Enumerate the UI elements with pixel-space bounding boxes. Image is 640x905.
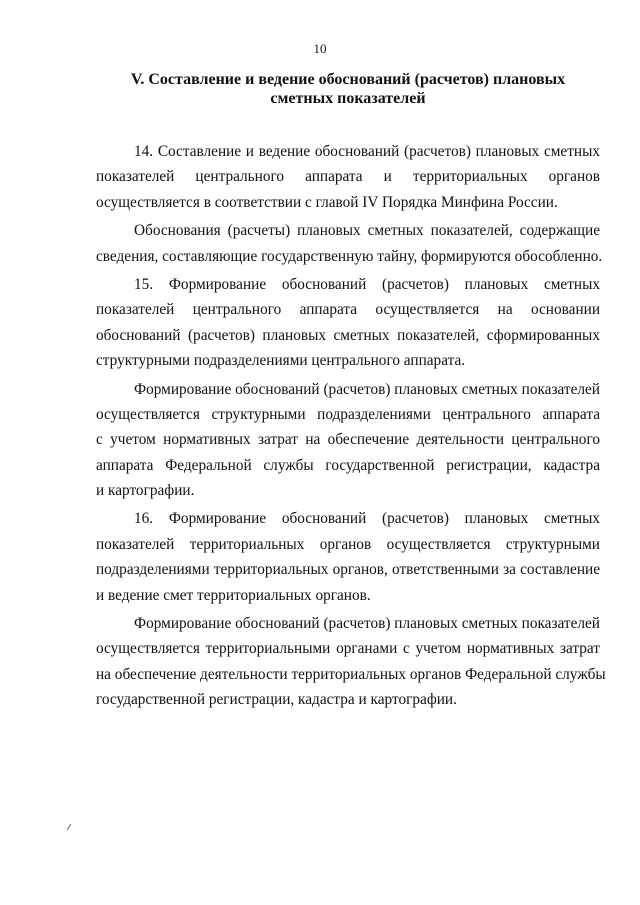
text-line: 14. Составление и ведение обоснований (расчетов) плановых сметных xyxy=(134,143,600,160)
text-line: подразделениями территориальных органов, ответственными за составление xyxy=(96,561,600,579)
text-line: структурными подразделениями центрального аппарата. xyxy=(96,352,466,370)
text-line: Формирование обоснований (расчетов) плановых сметных показателей xyxy=(134,615,600,633)
text-line: показателей территориальных органов осуществляется структурными xyxy=(96,535,600,553)
section-title xyxy=(96,70,600,108)
text-line: осуществляется территориальными органами с учетом нормативных затрат xyxy=(96,640,600,658)
scan-artifact-mark xyxy=(66,823,72,831)
text-line: 15. Формирование обоснований (расчетов) плановых сметных xyxy=(134,275,600,293)
document-body xyxy=(96,139,606,713)
text-line: аппарата Федеральной службы государственной регистрации, кадастра xyxy=(96,456,600,474)
paragraph-item-16 xyxy=(96,506,600,608)
text-line: осуществляется в соответствии с главой IV Порядка Минфина России. xyxy=(96,193,558,211)
paragraph-item-15 xyxy=(96,272,600,374)
text-line: обоснований (расчетов) плановых сметных показателей, сформированных xyxy=(96,326,600,344)
text-line: 16. Формирование обоснований (расчетов) плановых сметных xyxy=(134,510,600,528)
paragraph-territorial-organs xyxy=(96,611,606,713)
text-line: Формирование обоснований (расчетов) плановых сметных показателей xyxy=(134,380,600,398)
text-line: государственной регистрации, кадастра и картографии. xyxy=(96,691,457,709)
text-line: с учетом нормативных затрат на обеспечение деятельности центрального xyxy=(96,431,600,449)
text-line: на обеспечение деятельности территориальных органов Федеральной службы xyxy=(96,665,606,683)
text-line: осуществляется структурными подразделениями центрального аппарата xyxy=(96,405,600,423)
section-title-line-1: V. Составление и ведение обоснований (расчетов) плановых xyxy=(130,71,566,88)
text-line: показателей центрального аппарата и территориальных органов xyxy=(96,168,600,186)
paragraph-secret-data xyxy=(96,218,603,269)
text-line: и картографии. xyxy=(96,482,195,500)
text-line: показателей центрального аппарата осуществляется на основании xyxy=(96,301,600,319)
paragraph-central-apparatus xyxy=(96,377,600,504)
paragraph-item-14 xyxy=(96,139,600,215)
section-title-line-2: сметных показателей xyxy=(270,90,426,107)
text-line: и ведение смет территориальных органов. xyxy=(96,586,371,604)
text-line: сведения, составляющие государственную тайну, формируются обособленно. xyxy=(96,247,603,265)
page-number: 10 xyxy=(313,41,327,56)
text-line: Обоснования (расчеты) плановых сметных показателей, содержащие xyxy=(134,222,600,240)
